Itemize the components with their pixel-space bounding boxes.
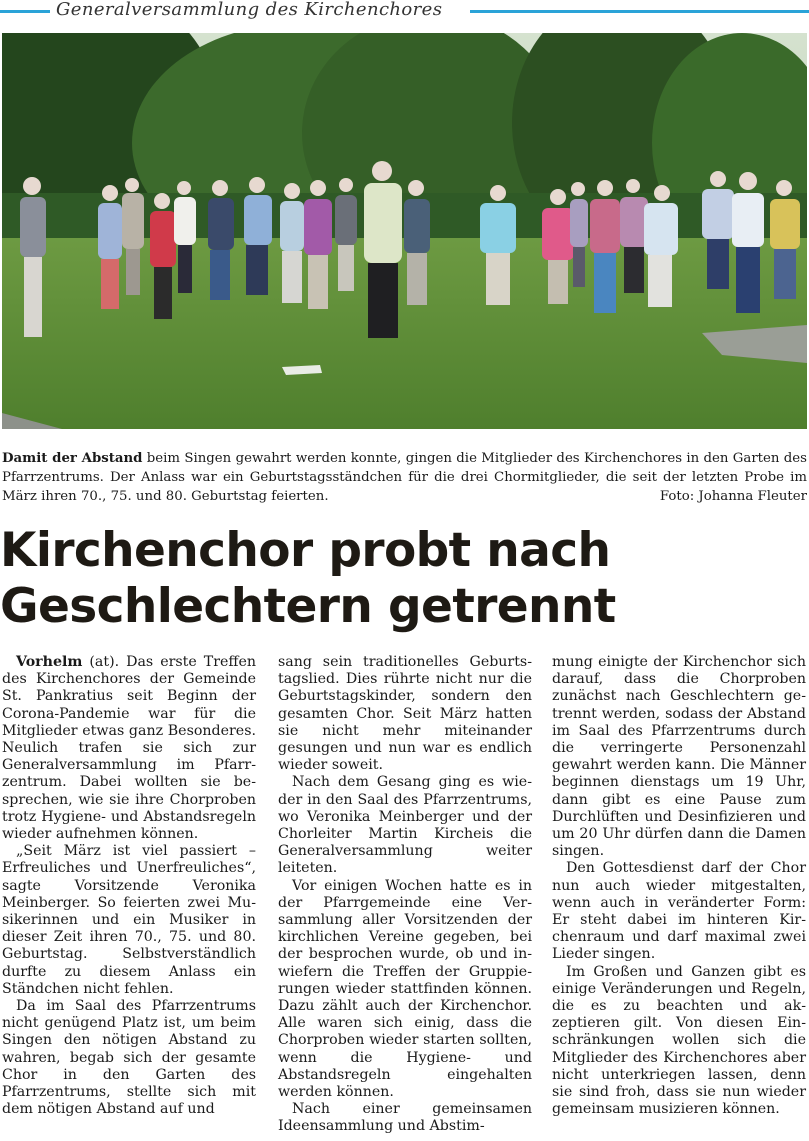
choir-photo-illustration [2, 33, 807, 429]
paragraph [2, 654, 256, 843]
caption-text: beim Singen gewahrt werden konnte, gingen die Mitglieder des Kirchenchores in den Garten des Pfarrzentrums. Der Anlass war ein Geburtstagsständchen für die drei Chormitglieder, die seit der letzten Probe im März ihren 70., 75. und 80. Geburtstag feierten. [2, 451, 807, 504]
kicker-title: Generalversammlung des Kirchenchores [56, 0, 443, 20]
article-column-3 [552, 654, 806, 1118]
paragraph: Nach dem Gesang ging es wieder in den Saal des Pfarrzentrums, wo Veronika Meinberger und der Chorleiter Martin Kircheis die Generalversammlung weiter leiteten. [278, 774, 532, 877]
paragraph: Im Großen und Ganzen gibt es einige Veränderungen und Regeln, die es zu beachten und akzeptieren gilt. Von diesen Einschränkungen wollen sich die Mitglieder des Kirchenchores aber nicht unterkriegen lassen, denn sie sind froh, dass sie nun wieder gemeinsam musizieren können. [552, 963, 806, 1118]
headline-line-1: Kirchenchor probt nach [0, 523, 611, 578]
article-headline [0, 523, 809, 635]
photo-caption [2, 449, 807, 506]
paragraph: „Seit März ist viel passiert – Erfreuliches und Unerfreuliches“, sagte Vorsitzende Veronika Meinberger. So feierten zwei Musikerinnen und ein Musiker in dieser Zeit ihren 70., 75. und 80. Geburtstag. Selbstverständlich durfte zu diesem Anlass ein Ständchen nicht fehlen. [2, 843, 256, 997]
choir-photo [2, 33, 807, 429]
paragraph: sang sein traditionelles Geburtstagslied. Dies rührte nicht nur die Geburtstagskinder, sondern den gesamten Chor. Seit März hatten sie nicht mehr miteinander gesungen und nun war es endlich wieder soweit. [278, 654, 532, 774]
section-kicker [0, 0, 809, 22]
paragraph: Nach einer gemeinsamen Ideensammlung und Abstim- [278, 1101, 532, 1135]
photo-credit: Foto: Johanna Fleuter [659, 489, 807, 504]
paragraph: Den Gottesdienst darf der Chor nun auch wieder mitgestalten, wenn auch in veränderter Form: Er steht dabei im hinteren Kirchenraum und darf maximal zwei Lieder singen. [552, 860, 806, 963]
paragraph: Da im Saal des Pfarrzentrums nicht genügend Platz ist, um beim Singen den nötigen Abstand zu wahren, begab sich der gesamte Chor in den Garten des Pfarrzentrums, stellte sich mit dem nötigen Abstand auf und [2, 998, 256, 1118]
article-column-1 [2, 654, 256, 1118]
paragraph: Vor einigen Wochen hatte es in der Pfarrgemeinde eine Versammlung aller Vorsitzenden der kirchlichen Vereine gegeben, bei der besprochen wurde, ob und inwiefern die Treffen der Gruppierungen wieder stattfinden können. Dazu zählt auch der Kirchenchor. Alle waren sich einig, dass die Chorproben wieder starten sollten, wenn die Hygiene- und Abstandsregeln eingehalten werden können. [278, 877, 532, 1101]
kicker-rule-right [470, 10, 809, 13]
caption-lead: Damit der Abstand [2, 451, 143, 466]
kicker-rule-left [0, 10, 50, 13]
paragraph: mung einigte der Kirchenchor sich darauf, dass die Chorproben zunächst nach Geschlechtern getrennt werden, sodass der Abstand im Saal des Pfarrzentrums durch die verringerte Personenzahl gewahrt werden kann. Die Männer beginnen dienstags um 19 Uhr, dann gibt es eine Pause zum Durchlüften und Desinfizieren und um 20 Uhr dürfen dann die Damen singen. [552, 654, 806, 860]
article-column-2 [278, 654, 532, 1136]
headline-line-2: Geschlechtern getrennt [0, 579, 616, 634]
dateline: Vorhelm [16, 654, 83, 670]
paragraph-text: (at). Das erste Treffen des Kirchenchores der Gemeinde St. Pankratius seit Beginn der Corona-Pandemie war für die Mitglieder etwas ganz Besonderes. Neulich trafen sie sich zur Generalversammlung im Pfarrzentrum. Dabei wollten sie besprechen, wie sie ihre Chorproben trotz Hygiene- und Abstandsregeln wieder aufnehmen können. [2, 654, 256, 843]
